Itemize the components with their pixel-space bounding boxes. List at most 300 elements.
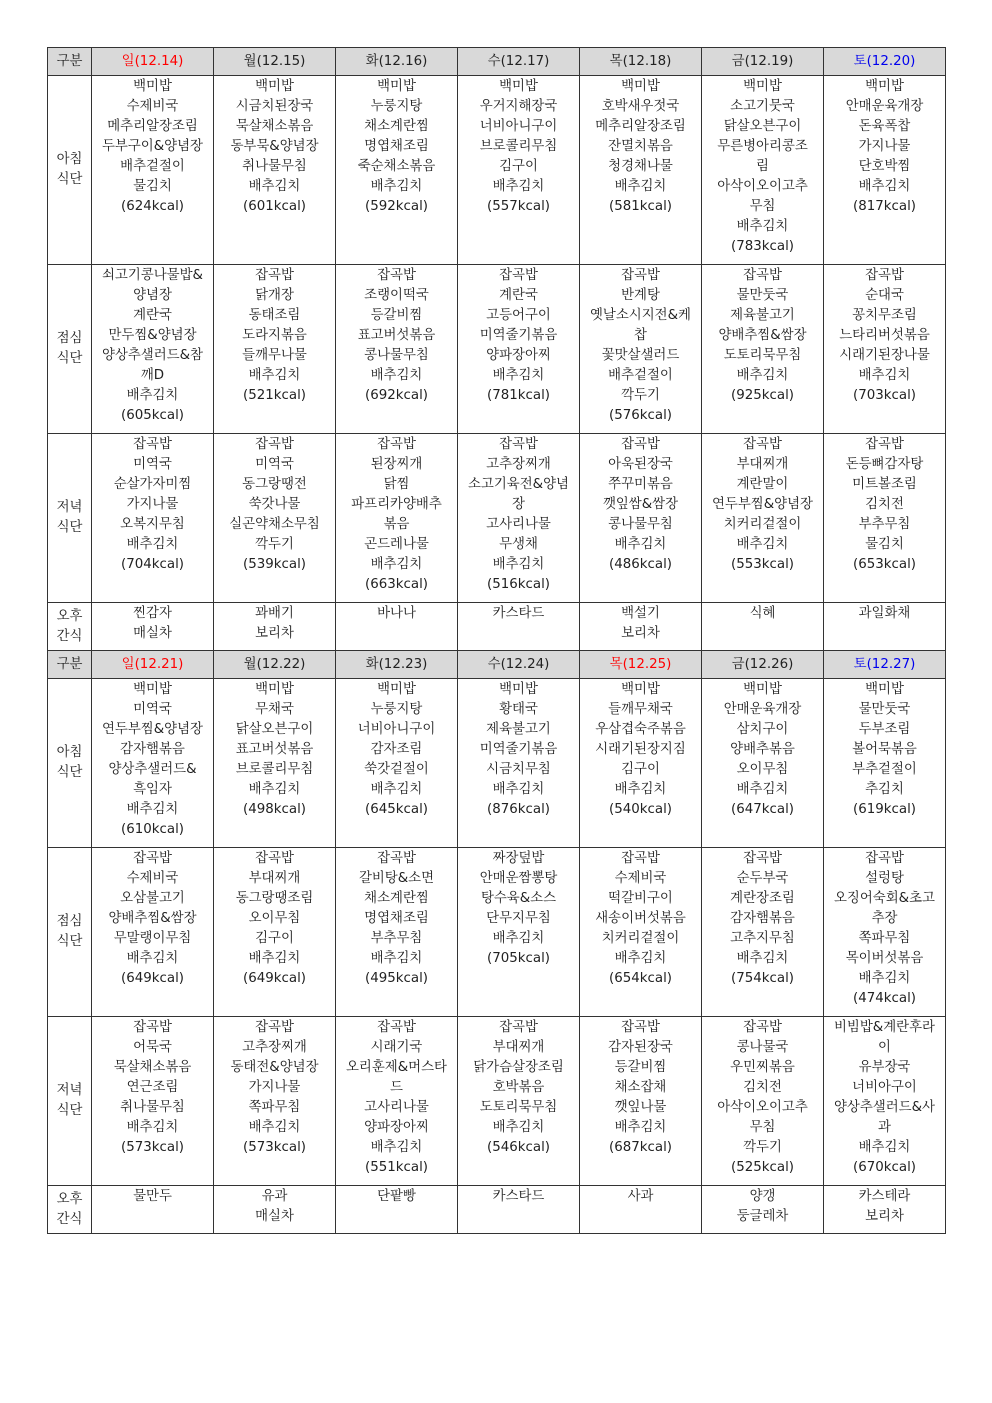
- menu-item: 배추김치: [126, 537, 179, 552]
- meal-type-text: 아침: [56, 152, 83, 167]
- menu-item: 물만둣국: [858, 702, 911, 717]
- menu-item: (692kcal): [364, 388, 429, 403]
- menu-item: 고사리나물: [364, 1100, 429, 1115]
- menu-item: 바나나: [377, 606, 416, 621]
- day-header: 목(12.25): [580, 651, 702, 679]
- menu-cell: [92, 434, 214, 603]
- menu-item: 카스타드: [492, 606, 545, 621]
- menu-item: 배추김치: [370, 951, 423, 966]
- menu-item: 장: [512, 497, 525, 512]
- menu-item: 연두부찜&양념장: [102, 722, 203, 737]
- menu-item: 닭살오븐구이: [235, 722, 314, 737]
- menu-item: 잡곡밥: [133, 1020, 172, 1035]
- menu-item: 잡곡밥: [621, 437, 660, 452]
- meal-type-text: 오후: [56, 1191, 83, 1207]
- menu-item: (649kcal): [120, 971, 185, 986]
- meal-type-text: 오후: [56, 608, 83, 624]
- menu-item: (649kcal): [242, 971, 307, 986]
- menu-item: (601kcal): [242, 199, 307, 214]
- meal-type-label: [48, 1186, 92, 1234]
- menu-item: 배추김치: [248, 179, 301, 194]
- menu-item: 흑임자: [133, 782, 172, 797]
- menu-item: 우삼겹숙주볶음: [595, 722, 686, 737]
- menu-item: 목이버섯볶음: [845, 951, 924, 966]
- menu-item: 콩나물무침: [364, 348, 429, 363]
- menu-cell: [580, 1186, 702, 1234]
- menu-item: 단호박찜: [858, 159, 911, 174]
- menu-item: 두부구이&양념장: [102, 139, 203, 154]
- menu-item: 옛날소시지전&케: [590, 308, 691, 323]
- meal-row: [48, 434, 946, 603]
- menu-item: 채소계란찜: [364, 119, 429, 134]
- menu-item: 시래기국: [370, 1040, 423, 1055]
- menu-item: 무생채: [499, 537, 538, 552]
- menu-item: 잡곡밥: [621, 1020, 660, 1035]
- menu-item: 무침: [749, 199, 776, 214]
- menu-item: 쭈꾸미볶음: [608, 477, 673, 492]
- menu-cell: [458, 848, 580, 1017]
- menu-item: 수제비국: [126, 99, 179, 114]
- day-header: 화(12.16): [336, 48, 458, 76]
- menu-item: 메추리알장조림: [595, 119, 686, 134]
- menu-cell: [458, 1017, 580, 1186]
- menu-item: 갈비탕&소면: [358, 871, 435, 886]
- menu-item: 보리차: [255, 626, 294, 641]
- meal-type-text: 식단: [56, 351, 83, 366]
- menu-item: 감자햄볶음: [120, 742, 185, 757]
- menu-item: 과일화채: [858, 606, 911, 621]
- menu-item: 소고기육전&양념: [468, 477, 569, 492]
- menu-item: 조랭이떡국: [364, 288, 429, 303]
- menu-item: 오삼불고기: [120, 891, 185, 906]
- menu-item: (783kcal): [730, 239, 795, 254]
- menu-item: 림: [756, 159, 769, 174]
- menu-cell: [214, 1017, 336, 1186]
- menu-item: 시래기된장지짐: [595, 742, 686, 757]
- menu-item: 잡곡밥: [377, 437, 416, 452]
- menu-item: 도토리묵무침: [723, 348, 802, 363]
- menu-item: 꽁치무조림: [852, 308, 917, 323]
- menu-item: 순대국: [865, 288, 904, 303]
- menu-item: 부대찌개: [736, 457, 789, 472]
- menu-item: 드: [390, 1080, 403, 1095]
- menu-item: 배추김치: [614, 1120, 667, 1135]
- meal-type-text: 점심: [56, 914, 83, 929]
- menu-item: (754kcal): [730, 971, 795, 986]
- meal-type-text: 아침: [56, 745, 83, 760]
- menu-item: 배추김치: [492, 782, 545, 797]
- menu-item: (663kcal): [364, 577, 429, 592]
- day-header: 토(12.27): [824, 651, 946, 679]
- category-header: 구분: [48, 48, 92, 76]
- menu-item: 쪽파무침: [248, 1100, 301, 1115]
- menu-item: 잡곡밥: [377, 268, 416, 283]
- menu-item: 동태전&양념장: [230, 1060, 319, 1075]
- menu-item: 가지나물: [248, 1080, 301, 1095]
- menu-cell: [702, 265, 824, 434]
- menu-item: (581kcal): [608, 199, 673, 214]
- menu-cell: [702, 76, 824, 265]
- menu-item: 오이무침: [248, 911, 301, 926]
- menu-item: 매실차: [255, 1209, 294, 1224]
- menu-item: 채소잡채: [614, 1080, 667, 1095]
- menu-item: 부추겉절이: [852, 762, 917, 777]
- menu-item: 잡곡밥: [865, 268, 904, 283]
- menu-item: 배추김치: [736, 782, 789, 797]
- menu-cell: [702, 603, 824, 651]
- menu-item: 물김치: [133, 179, 172, 194]
- menu-item: (521kcal): [242, 388, 307, 403]
- menu-cell: [458, 434, 580, 603]
- menu-item: 동태조림: [248, 308, 301, 323]
- menu-item: 된장찌개: [370, 457, 423, 472]
- menu-item: 배추김치: [736, 951, 789, 966]
- menu-item: 청경채나물: [608, 159, 673, 174]
- menu-item: 연두부찜&양념장: [712, 497, 813, 512]
- menu-item: 비빔밥&계란후라: [834, 1020, 935, 1035]
- menu-item: 배추김치: [614, 537, 667, 552]
- menu-cell: [580, 434, 702, 603]
- menu-item: 등갈비찜: [370, 308, 423, 323]
- menu-cell: [580, 848, 702, 1017]
- meal-type-text: 식단: [56, 1103, 83, 1118]
- menu-item: 돈등뼈감자탕: [845, 457, 924, 472]
- menu-item: (605kcal): [120, 408, 185, 423]
- menu-item: 들깨무나물: [242, 348, 307, 363]
- menu-item: (703kcal): [852, 388, 917, 403]
- menu-item: 미역줄기볶음: [479, 328, 558, 343]
- menu-item: (495kcal): [364, 971, 429, 986]
- meal-type-text: 간식: [56, 1211, 83, 1227]
- menu-item: 잡곡밥: [499, 268, 538, 283]
- menu-item: 깨D: [140, 368, 165, 383]
- menu-item: 꽈배기: [255, 606, 294, 621]
- menu-item: 너비아니구이: [479, 119, 558, 134]
- menu-item: 양배추찜&쌈장: [718, 328, 807, 343]
- menu-item: 백미밥: [865, 682, 904, 697]
- menu-cell: [336, 848, 458, 1017]
- menu-item: 순두부국: [736, 871, 789, 886]
- menu-item: 감자조림: [370, 742, 423, 757]
- menu-item: 배추김치: [492, 179, 545, 194]
- menu-cell: [214, 679, 336, 848]
- menu-cell: [458, 679, 580, 848]
- menu-item: 볶음: [383, 517, 410, 532]
- meal-type-text: 식단: [56, 934, 83, 949]
- menu-cell: [214, 76, 336, 265]
- day-header: 목(12.18): [580, 48, 702, 76]
- menu-item: 호박볶음: [492, 1080, 545, 1095]
- meal-row: [48, 848, 946, 1017]
- menu-item: 둥글레차: [736, 1209, 789, 1224]
- menu-item: 계란국: [499, 288, 538, 303]
- menu-cell: [824, 1186, 946, 1234]
- menu-item: 브로콜리무침: [479, 139, 558, 154]
- menu-item: 배추김치: [370, 782, 423, 797]
- menu-item: 쑥갓겉절이: [364, 762, 429, 777]
- menu-item: 우거지해장국: [479, 99, 558, 114]
- menu-item: 쪽파무침: [858, 931, 911, 946]
- menu-cell: [824, 76, 946, 265]
- menu-item: 치커리겉절이: [723, 517, 802, 532]
- menu-item: (925kcal): [730, 388, 795, 403]
- menu-item: 잡곡밥: [621, 268, 660, 283]
- menu-item: 깻잎나물: [614, 1100, 667, 1115]
- menu-item: 수제비국: [126, 871, 179, 886]
- menu-item: 백미밥: [255, 682, 294, 697]
- menu-item: 짜장덮밥: [492, 851, 545, 866]
- menu-item: 양배추찜&쌈장: [108, 911, 197, 926]
- menu-item: 김구이: [255, 931, 294, 946]
- menu-item: (557kcal): [486, 199, 551, 214]
- menu-item: 배추겉절이: [120, 159, 185, 174]
- menu-item: 무채국: [255, 702, 294, 717]
- menu-item: 유부장국: [858, 1060, 911, 1075]
- menu-item: 아삭이오이고추: [717, 179, 808, 194]
- menu-item: 취나물무침: [120, 1100, 185, 1115]
- menu-item: 너비아니구이: [357, 722, 436, 737]
- menu-item: 미역국: [133, 457, 172, 472]
- menu-item: 닭살오븐구이: [723, 119, 802, 134]
- menu-item: 잔멸치볶음: [608, 139, 673, 154]
- menu-item: 치커리겉절이: [601, 931, 680, 946]
- menu-item: 깍두기: [743, 1140, 782, 1155]
- menu-cell: [92, 679, 214, 848]
- menu-item: 배추김치: [126, 388, 179, 403]
- menu-item: 명엽채조림: [364, 139, 429, 154]
- menu-item: 배추김치: [736, 219, 789, 234]
- menu-item: 연근조림: [126, 1080, 179, 1095]
- menu-item: 계란장조림: [730, 891, 795, 906]
- menu-item: (551kcal): [364, 1160, 429, 1175]
- menu-item: 가지나물: [858, 139, 911, 154]
- menu-item: (539kcal): [242, 557, 307, 572]
- menu-item: (540kcal): [608, 802, 673, 817]
- menu-item: 채소계란찜: [364, 891, 429, 906]
- menu-item: 묵살채소볶음: [235, 119, 314, 134]
- menu-item: 가지나물: [126, 497, 179, 512]
- menu-cell: [458, 76, 580, 265]
- menu-item: 백미밥: [865, 79, 904, 94]
- menu-item: 잡곡밥: [133, 851, 172, 866]
- menu-item: 너비아구이: [852, 1080, 917, 1095]
- menu-item: 어묵국: [133, 1040, 172, 1055]
- menu-cell: [824, 848, 946, 1017]
- menu-cell: [92, 76, 214, 265]
- menu-item: (573kcal): [242, 1140, 307, 1155]
- meal-type-text: 점심: [56, 331, 83, 346]
- menu-cell: [336, 1017, 458, 1186]
- meal-type-text: 식단: [56, 520, 83, 535]
- menu-cell: [336, 434, 458, 603]
- menu-item: 배추김치: [858, 179, 911, 194]
- menu-item: 무침: [749, 1120, 776, 1135]
- menu-cell: [580, 1017, 702, 1186]
- menu-item: 잡곡밥: [865, 851, 904, 866]
- day-header: 토(12.20): [824, 48, 946, 76]
- menu-item: 곤드레나물: [364, 537, 429, 552]
- menu-item: 들깨무채국: [608, 702, 673, 717]
- menu-item: 잡곡밥: [743, 268, 782, 283]
- menu-item: 배추김치: [492, 1120, 545, 1135]
- day-header: 수(12.24): [458, 651, 580, 679]
- menu-item: 만두찜&양념장: [108, 328, 197, 343]
- meal-row: [48, 1186, 946, 1234]
- menu-item: (781kcal): [486, 388, 551, 403]
- menu-item: 황태국: [499, 702, 538, 717]
- menu-cell: [214, 603, 336, 651]
- category-header: 구분: [48, 651, 92, 679]
- meal-type-label: [48, 603, 92, 651]
- menu-item: 보리차: [865, 1209, 904, 1224]
- menu-item: 백미밥: [743, 682, 782, 697]
- menu-cell: [336, 265, 458, 434]
- menu-item: 동그랑땡조림: [235, 891, 314, 906]
- menu-item: 물만두: [133, 1189, 172, 1204]
- menu-item: 배추김치: [858, 1140, 911, 1155]
- day-header: 화(12.23): [336, 651, 458, 679]
- menu-item: 누룽지탕: [370, 99, 423, 114]
- menu-item: 배추김치: [492, 557, 545, 572]
- menu-item: 깍두기: [255, 537, 294, 552]
- menu-item: 추장: [871, 911, 898, 926]
- menu-item: 시금치된장국: [235, 99, 314, 114]
- menu-item: 표고버섯볶음: [357, 328, 436, 343]
- menu-item: 고사리나물: [486, 517, 551, 532]
- menu-item: 이: [878, 1040, 891, 1055]
- menu-item: 추김치: [865, 782, 904, 797]
- menu-item: (817kcal): [852, 199, 917, 214]
- menu-item: 카스타드: [492, 1189, 545, 1204]
- menu-item: 배추김치: [248, 368, 301, 383]
- menu-item: 오징어숙회&초고: [834, 891, 935, 906]
- menu-cell: [214, 265, 336, 434]
- day-header: 월(12.22): [214, 651, 336, 679]
- menu-item: 잡곡밥: [865, 437, 904, 452]
- menu-cell: [824, 265, 946, 434]
- menu-cell: [214, 1186, 336, 1234]
- menu-item: 배추김치: [492, 931, 545, 946]
- meal-type-text: 저녁: [56, 500, 83, 515]
- menu-item: (876kcal): [486, 802, 551, 817]
- menu-cell: [458, 1186, 580, 1234]
- menu-item: (573kcal): [120, 1140, 185, 1155]
- menu-item: (647kcal): [730, 802, 795, 817]
- menu-item: 매실차: [133, 626, 172, 641]
- menu-item: 제육불고기: [730, 308, 795, 323]
- menu-item: 소고기뭇국: [730, 99, 795, 114]
- menu-item: 안매운짬뽕탕: [479, 871, 558, 886]
- menu-item: 아삭이오이고추: [717, 1100, 808, 1115]
- menu-item: 실곤약채소무침: [229, 517, 320, 532]
- menu-item: 잡곡밥: [743, 1020, 782, 1035]
- day-header: 금(12.19): [702, 48, 824, 76]
- menu-item: 배추김치: [126, 951, 179, 966]
- menu-item: (654kcal): [608, 971, 673, 986]
- menu-item: 새송이버섯볶음: [595, 911, 686, 926]
- menu-item: 백미밥: [499, 79, 538, 94]
- menu-item: 배추겉절이: [608, 368, 673, 383]
- menu-item: 명엽채조림: [364, 911, 429, 926]
- menu-item: (525kcal): [730, 1160, 795, 1175]
- menu-item: (705kcal): [486, 951, 551, 966]
- menu-item: 도토리묵무침: [479, 1100, 558, 1115]
- menu-item: 잡곡밥: [499, 1020, 538, 1035]
- menu-item: 수제비국: [614, 871, 667, 886]
- menu-item: 메추리알장조림: [107, 119, 198, 134]
- menu-item: 백미밥: [133, 79, 172, 94]
- menu-item: 배추김치: [370, 557, 423, 572]
- meal-type-label: [48, 434, 92, 603]
- menu-item: 무말랭이무침: [113, 931, 192, 946]
- menu-item: 찐감자: [133, 606, 172, 621]
- day-header: 일(12.21): [92, 651, 214, 679]
- menu-item: 동그랑땡전: [242, 477, 307, 492]
- menu-item: 백미밥: [499, 682, 538, 697]
- menu-item: 쑥갓나물: [248, 497, 301, 512]
- menu-item: 백미밥: [255, 79, 294, 94]
- menu-item: 돈육폭찹: [858, 119, 911, 134]
- menu-item: 단무지무침: [486, 911, 551, 926]
- menu-item: 무른병아리콩조: [717, 139, 808, 154]
- menu-item: (619kcal): [852, 802, 917, 817]
- menu-item: 잡곡밥: [499, 437, 538, 452]
- menu-item: 두부조림: [858, 722, 911, 737]
- menu-cell: [580, 679, 702, 848]
- menu-item: 제육불고기: [486, 722, 551, 737]
- menu-item: 부추무침: [370, 931, 423, 946]
- menu-item: 백미밥: [377, 682, 416, 697]
- menu-item: 부대찌개: [248, 871, 301, 886]
- menu-item: (653kcal): [852, 557, 917, 572]
- menu-item: 고추지무침: [730, 931, 795, 946]
- menu-item: 반계탕: [621, 288, 660, 303]
- menu-item: 백미밥: [621, 682, 660, 697]
- meal-row: [48, 603, 946, 651]
- menu-cell: [92, 603, 214, 651]
- menu-item: 묵살채소볶음: [113, 1060, 192, 1075]
- menu-item: (474kcal): [852, 991, 917, 1006]
- meal-type-text: 식단: [56, 172, 83, 187]
- menu-item: 시래기된장나물: [839, 348, 930, 363]
- menu-item: 오복지무침: [120, 517, 185, 532]
- meal-type-text: 간식: [56, 628, 83, 644]
- menu-cell: [702, 679, 824, 848]
- menu-cell: [458, 603, 580, 651]
- menu-item: 미역줄기볶음: [479, 742, 558, 757]
- menu-item: 배추김치: [614, 782, 667, 797]
- menu-item: 감자된장국: [608, 1040, 673, 1055]
- menu-item: 잡곡밥: [255, 268, 294, 283]
- menu-item: (645kcal): [364, 802, 429, 817]
- menu-cell: [824, 434, 946, 603]
- day-header: 수(12.17): [458, 48, 580, 76]
- day-header: 일(12.14): [92, 48, 214, 76]
- menu-item: 죽순채소볶음: [357, 159, 436, 174]
- menu-cell: [214, 848, 336, 1017]
- menu-item: 콩나물국: [736, 1040, 789, 1055]
- menu-cell: [92, 265, 214, 434]
- menu-item: 찹: [634, 328, 647, 343]
- menu-item: 꽃맛살샐러드: [601, 348, 680, 363]
- menu-item: 카스테라: [858, 1189, 911, 1204]
- menu-item: 배추김치: [126, 802, 179, 817]
- menu-cell: [214, 434, 336, 603]
- menu-item: 보리차: [621, 626, 660, 641]
- day-header: 금(12.26): [702, 651, 824, 679]
- menu-item: 배추김치: [126, 1120, 179, 1135]
- menu-item: (670kcal): [852, 1160, 917, 1175]
